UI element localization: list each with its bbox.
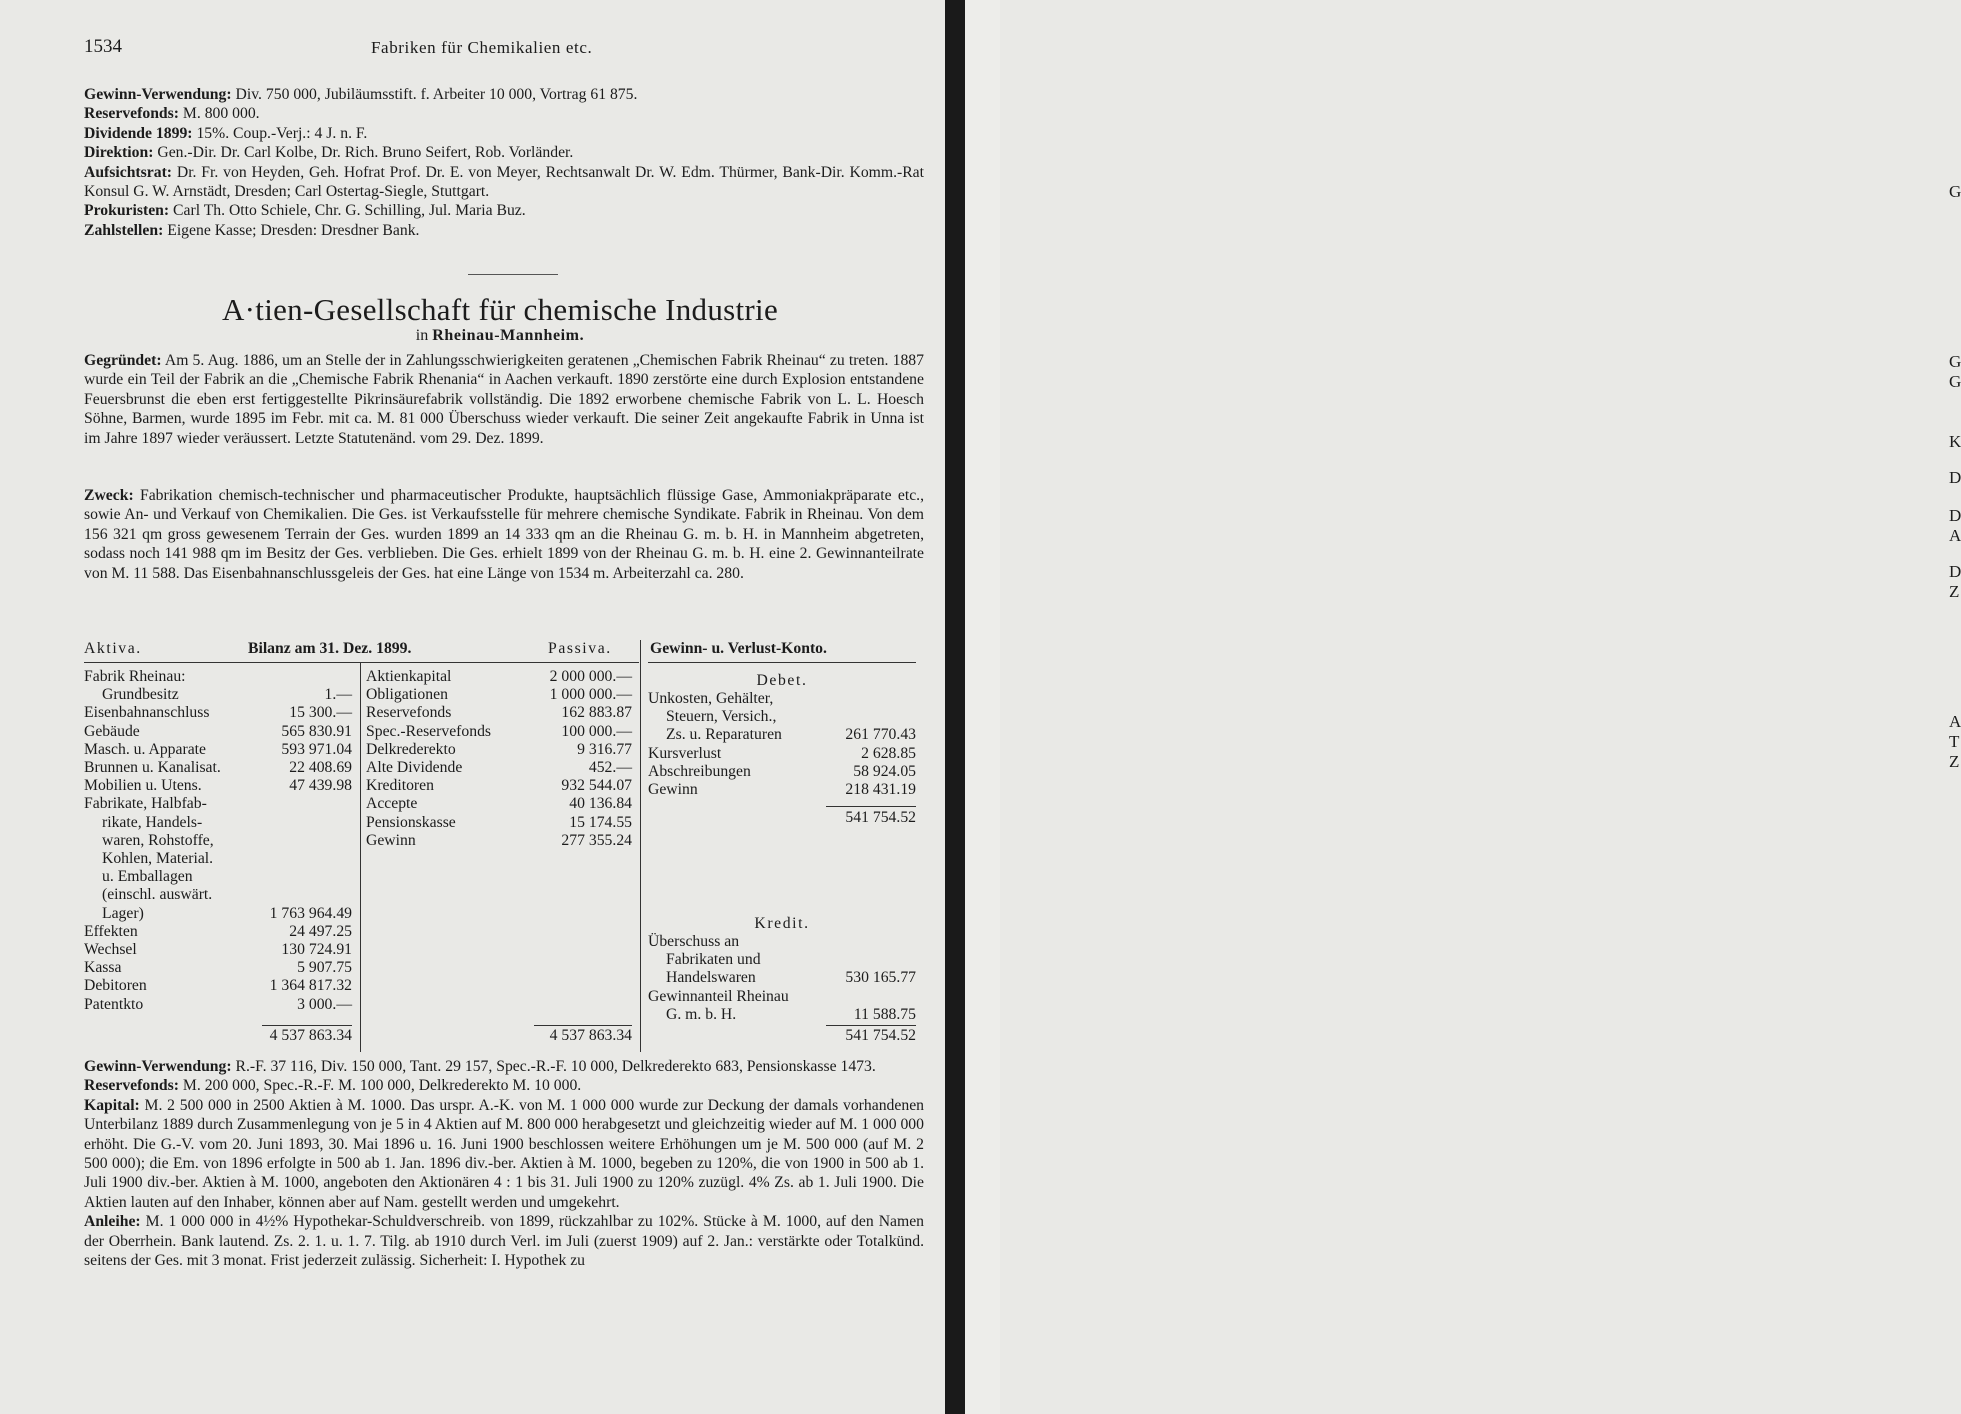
row-value: 22 408.69 — [289, 759, 352, 777]
debet-row — [648, 763, 916, 781]
row-item: Überschuss an — [648, 933, 740, 950]
row-item: Reservefonds — [366, 704, 452, 722]
debet-row — [648, 690, 916, 708]
entry-line — [84, 221, 924, 240]
passiva-row — [366, 723, 632, 741]
founded-label: Gegründet: — [84, 352, 162, 369]
margin-char: T — [1949, 732, 1960, 751]
aktiva-row — [84, 759, 352, 777]
row-item: Mobilien u. Utens. — [84, 777, 202, 795]
row-item: Delkrederekto — [366, 740, 456, 758]
aktiva-row — [84, 868, 352, 886]
row-item: Gewinn — [648, 781, 698, 799]
row-item: Fabrikate, Halbfab- — [84, 795, 207, 813]
aktiva-label: Aktiva. — [84, 640, 142, 657]
location-prefix: in — [415, 327, 429, 344]
entry-label: Reservefonds: — [84, 1077, 179, 1095]
aktiva-row — [84, 704, 352, 722]
passiva-row — [366, 741, 632, 759]
row-item: Patentkto — [84, 995, 144, 1013]
margin-char: A — [1949, 712, 1961, 731]
passiva-row — [366, 686, 632, 704]
entry-text: Eigene Kasse; Dresden: Dresdner Bank. — [167, 221, 420, 239]
row-item: Kursverlust — [648, 744, 722, 762]
aktiva-row — [84, 996, 352, 1014]
passiva-row — [366, 795, 632, 813]
row-item: G. m. b. H. — [666, 1005, 737, 1023]
pl-top-rule — [648, 662, 916, 663]
aktiva-row — [84, 795, 352, 813]
row-item: Unkosten, Gehälter, — [648, 690, 774, 707]
row-value: 277 355.24 — [561, 831, 632, 849]
row-item: Wechsel — [84, 941, 137, 959]
margin-char: Z — [1949, 582, 1960, 601]
margin-char: G — [1949, 352, 1961, 371]
debet-sum-rule — [826, 806, 916, 807]
row-item: Pensionskasse — [366, 813, 456, 831]
aktiva-row — [84, 905, 352, 923]
debet-label: Debet. — [756, 672, 808, 689]
entry-line — [84, 201, 924, 220]
balance-top-rule — [84, 662, 639, 663]
balance-divider — [360, 662, 361, 1052]
aktiva-row — [84, 668, 352, 686]
row-value: 130 724.91 — [281, 941, 352, 959]
row-item: Effekten — [84, 922, 138, 940]
row-value: 24 497.25 — [289, 922, 352, 940]
company-name: A·tien-Gesellschaft für chemische Industrie — [221, 292, 779, 327]
entry-text: Gen.-Dir. Dr. Carl Kolbe, Dr. Rich. Bruno Seifert, Rob. Vorländer. — [157, 144, 574, 162]
row-item: Gebäude — [84, 722, 140, 740]
row-value: 565 830.91 — [281, 722, 352, 740]
row-item: Aktienkapital — [366, 668, 452, 685]
aktiva-total: 4 537 863.34 — [269, 1027, 352, 1044]
aktiva-row — [84, 723, 352, 741]
aktiva-row — [84, 959, 352, 977]
margin-char: D — [1949, 506, 1961, 525]
passiva-row — [366, 832, 632, 850]
entry-line — [84, 85, 924, 104]
kredit-total: 541 754.52 — [845, 1027, 916, 1044]
row-value: 2 628.85 — [861, 744, 916, 762]
margin-char: A — [1949, 526, 1961, 545]
passiva-sum-rule — [534, 1025, 632, 1026]
row-item: Zs. u. Reparaturen — [666, 726, 782, 744]
margin-char: D — [1949, 468, 1961, 487]
entry-line — [84, 1076, 924, 1095]
entry-line — [84, 104, 924, 123]
purpose-paragraph — [84, 486, 924, 583]
row-item: Accepte — [366, 795, 418, 813]
row-item: Debitoren — [84, 977, 147, 995]
location-name: Rheinau-Mannheim. — [432, 327, 585, 344]
margin-char: G — [1949, 372, 1961, 391]
passiva-column — [366, 668, 632, 850]
entry-label: Zahlstellen: — [84, 221, 164, 239]
debet-row — [648, 745, 916, 763]
kredit-row — [648, 951, 916, 969]
kredit-column — [648, 933, 916, 1024]
row-item: Obligationen — [366, 686, 448, 704]
kredit-row — [648, 933, 916, 951]
entry-label: Anleihe: — [84, 1213, 141, 1231]
purpose-label: Zweck: — [84, 487, 134, 504]
row-item: Kreditoren — [366, 777, 434, 795]
pl-title: Gewinn- u. Verlust-Konto. — [650, 640, 827, 657]
row-value: 5 907.75 — [297, 959, 352, 977]
entry-text: M. 1 000 000 in 4½% Hypothekar-Schuldverschreib. von 1899, rückzahlbar zu 102%. Stücke à M. 1000, auf den Namen der Oberrhein. Bank lautend. Zs. 2. 1. u. 1. 7. Tilg. ab 1910 durch Verl. im Juli (zuerst 1909) auf 2. Jan.: verstärkte oder Totalkünd. seitens der Ges. mit 3 monat. Frist jederzeit zulässig. Sicherheit: I. Hypothek zu — [84, 1213, 925, 1270]
row-value: 932 544.07 — [561, 777, 632, 795]
aktiva-row — [84, 777, 352, 795]
entry-line — [84, 1096, 924, 1212]
founded-text: Am 5. Aug. 1886, um an Stelle der in Zahlungsschwierigkeiten geratenen „Chemischen Fabrik Rheinau“ zu treten. 1887 wurde ein Teil der Fabrik an die „Chemische Fabrik Rhenania“ in Aachen verkauft. 1890 zerstörte eine durch Explosion entstandene Feuersbrunst die eben erst fertiggestellte Pikrinsäurefabrik vollständig. Die 1892 erworbene chemische Fabrik von L. L. Hoesch Söhne, Barmen, wurde 1895 im Febr. mit ca. M. 81 000 Überschuss wieder verkauft. Die seiner Zeit angekaufte Fabrik in Unna ist im Jahre 1897 wieder veräussert. Letzte Statutenänd. vom 29. Dez. 1899. — [84, 352, 924, 447]
aktiva-row — [84, 886, 352, 904]
row-value: 2 000 000.— — [549, 668, 632, 685]
aktiva-row — [84, 741, 352, 759]
row-value: 530 165.77 — [845, 969, 916, 987]
margin-char: G — [1949, 182, 1961, 201]
passiva-row — [366, 777, 632, 795]
row-value: 11 588.75 — [853, 1005, 916, 1023]
entry-label: Kapital: — [84, 1096, 140, 1114]
kredit-label: Kredit. — [754, 915, 810, 932]
passiva-row — [366, 668, 632, 686]
company-location — [0, 327, 1000, 345]
entry-label: Reservefonds: — [84, 105, 179, 123]
entry-label: Direktion: — [84, 144, 154, 162]
row-item: Fabrikaten und — [666, 951, 761, 969]
aktiva-row — [84, 814, 352, 832]
row-item: Gewinn — [366, 831, 416, 849]
adjacent-page-strip — [965, 0, 1961, 1414]
row-value: 162 883.87 — [561, 704, 632, 722]
row-item: Kohlen, Material. — [102, 850, 214, 868]
row-value: 100 000.— — [561, 722, 632, 740]
section-separator — [468, 274, 558, 275]
entry-text: M. 2 500 000 in 2500 Aktien à M. 1000. Das urspr. A.-K. von M. 1 000 000 wurde zur Deckung der damals vorhandenen Unterbilanz 1889 durch Zusammenlegung von je 5 in 4 Aktien auf M. 800 000 herabgesetzt und gleichzeitig wieder auf M. 1 000 000 erhöht. Die G.-V. vom 20. Juni 1893, 30. Mai 1896 u. 16. Juni 1900 beschlossen weitere Erhöhungen um je M. 500 000 (auf M. 2 500 000); die Em. von 1896 erfolgte in 500 ab 1. Jan. 1896 div.-ber. Aktien à M. 1000, begeben zu 120%, die von 1900 in 500 ab 1. Juli 1900 div.-ber. Aktien à M. 1000, angeboten den Aktionären 4 : 1 bis 31. Juli 1900 zu 120% zuzügl. 4% Zs. ab 1. Juli 1900. Die Aktien lauten auf den Inhaber, können aber auf Nam. gestellt werden und umgekehrt. — [84, 1096, 925, 1211]
passiva-label: Passiva. — [548, 640, 612, 657]
aktiva-sum-rule — [262, 1025, 352, 1026]
debet-row — [648, 708, 916, 726]
row-item: Kassa — [84, 959, 122, 977]
row-value: 1 364 817.32 — [269, 977, 352, 995]
row-value: 452.— — [588, 759, 632, 777]
row-item: (einschl. auswärt. — [102, 886, 213, 904]
scan-edge-shadow — [945, 0, 965, 1414]
row-item: waren, Rohstoffe, — [102, 831, 214, 849]
row-value: 1 763 964.49 — [269, 904, 352, 922]
kredit-sum-rule — [826, 1025, 916, 1026]
aktiva-row — [84, 686, 352, 704]
running-title: Fabriken für Chemikalien etc. — [371, 38, 593, 57]
aktiva-row — [84, 850, 352, 868]
row-item: Gewinnanteil Rheinau — [648, 987, 789, 1005]
row-item: Abschreibungen — [648, 762, 751, 780]
entry-label: Prokuristen: — [84, 202, 170, 220]
row-value: 1.— — [324, 686, 352, 704]
debet-total: 541 754.52 — [845, 809, 916, 826]
row-item: rikate, Handels- — [102, 813, 203, 831]
purpose-text: Fabrikation chemisch-technischer und pharmaceutischer Produkte, hauptsächlich flüssige Gase, Ammoniakpräparate etc., sowie An- und Verkauf von Chemikalien. Die Ges. ist Verkaufsstelle für mehrere chemische Syndikate. Fabrik in Rheinau. Von dem 156 321 qm gross gewesenem Terrain der Ges. wurden 1899 an 14 333 qm an die Rheinau G. m. b. H. in Mannheim abgetreten, sodass noch 141 988 qm im Besitz der Ges. verblieben. Die Ges. erhielt 1899 von der Rheinau G. m. b. H. eine 2. Gewinnanteilrate von M. 11 588. Das Eisenbahnanschlussgeleis der Ges. hat eine Länge von 1534 m. Arbeiterzahl ca. 280. — [84, 487, 924, 582]
row-value: 58 924.05 — [853, 762, 916, 780]
row-value: 15 174.55 — [569, 813, 632, 831]
row-item: Steuern, Versich., — [666, 708, 777, 726]
entry-text: Dr. Fr. von Heyden, Geh. Hofrat Prof. Dr. E. von Meyer, Rechtsanwalt Dr. W. Edm. Thürmer, Bank-Dir. Komm.-Rat Konsul G. W. Arnstädt, Dresden; Carl Ostertag-Siegle, Stuttgart. — [84, 163, 925, 201]
row-value: 15 300.— — [289, 704, 352, 722]
passiva-row — [366, 814, 632, 832]
aktiva-row — [84, 941, 352, 959]
aktiva-row — [84, 977, 352, 995]
entry-text: M. 800 000. — [182, 105, 260, 123]
passiva-row — [366, 759, 632, 777]
aktiva-row — [84, 832, 352, 850]
debet-row — [648, 726, 916, 744]
page-number: 1534 — [84, 36, 122, 57]
entry-label: Aufsichtsrat: — [84, 163, 173, 181]
entry-line — [84, 143, 924, 162]
entry-text: R.-F. 37 116, Div. 150 000, Tant. 29 157, Spec.-R.-F. 10 000, Delkrederekto 683, Pensionskasse 1473. — [235, 1058, 876, 1075]
kredit-row — [648, 988, 916, 1006]
row-value: 40 136.84 — [569, 795, 632, 813]
entry-text: 15%. Coup.-Verj.: 4 J. n. F. — [196, 124, 368, 142]
row-item: Grundbesitz — [102, 686, 179, 704]
row-item: Masch. u. Apparate — [84, 740, 206, 758]
margin-char: Z — [1949, 752, 1960, 771]
entry-text: Carl Th. Otto Schiele, Chr. G. Schilling, Jul. Maria Buz. — [173, 202, 526, 220]
row-item: u. Emballagen — [102, 868, 193, 886]
row-item: Spec.-Reservefonds — [366, 722, 492, 740]
debet-column — [648, 690, 916, 799]
row-value: 47 439.98 — [289, 777, 352, 795]
entry-line — [84, 1212, 924, 1270]
row-value: 218 431.19 — [845, 781, 916, 799]
balance-title: Bilanz am 31. Dez. 1899. — [248, 640, 412, 657]
row-value: 261 770.43 — [845, 726, 916, 744]
row-value: 593 971.04 — [281, 740, 352, 758]
entry-label: Dividende 1899: — [84, 124, 193, 142]
debet-row — [648, 781, 916, 799]
kredit-row — [648, 969, 916, 987]
entry-label: Gewinn-Verwendung: — [84, 1058, 232, 1075]
row-item: Handelswaren — [666, 969, 756, 987]
post-balance-section — [84, 1057, 924, 1270]
previous-entry — [84, 85, 924, 240]
entry-line — [84, 1057, 924, 1076]
row-item: Alte Dividende — [366, 759, 463, 777]
row-value: 9 316.77 — [577, 740, 632, 758]
row-item: Fabrik Rheinau: — [84, 668, 186, 685]
row-value: 3 000.— — [297, 995, 352, 1013]
row-item: Lager) — [102, 904, 144, 922]
entry-line — [84, 124, 924, 143]
passiva-total: 4 537 863.34 — [549, 1027, 632, 1044]
pl-divider — [640, 640, 641, 1052]
entry-line — [84, 163, 924, 202]
entry-label: Gewinn-Verwendung: — [84, 86, 232, 103]
margin-char: D — [1949, 562, 1961, 581]
kredit-row — [648, 1006, 916, 1024]
aktiva-column — [84, 668, 352, 1014]
founded-paragraph — [84, 351, 924, 448]
passiva-row — [366, 704, 632, 722]
margin-char: K — [1949, 432, 1961, 451]
entry-text: Div. 750 000, Jubiläumsstift. f. Arbeiter 10 000, Vortrag 61 875. — [235, 86, 638, 103]
entry-text: M. 200 000, Spec.-R.-F. M. 100 000, Delkrederekto M. 10 000. — [182, 1077, 582, 1095]
aktiva-row — [84, 923, 352, 941]
row-value: 1 000 000.— — [549, 686, 632, 704]
row-item: Brunnen u. Kanalisat. — [84, 759, 221, 777]
row-item: Eisenbahnanschluss — [84, 704, 210, 722]
